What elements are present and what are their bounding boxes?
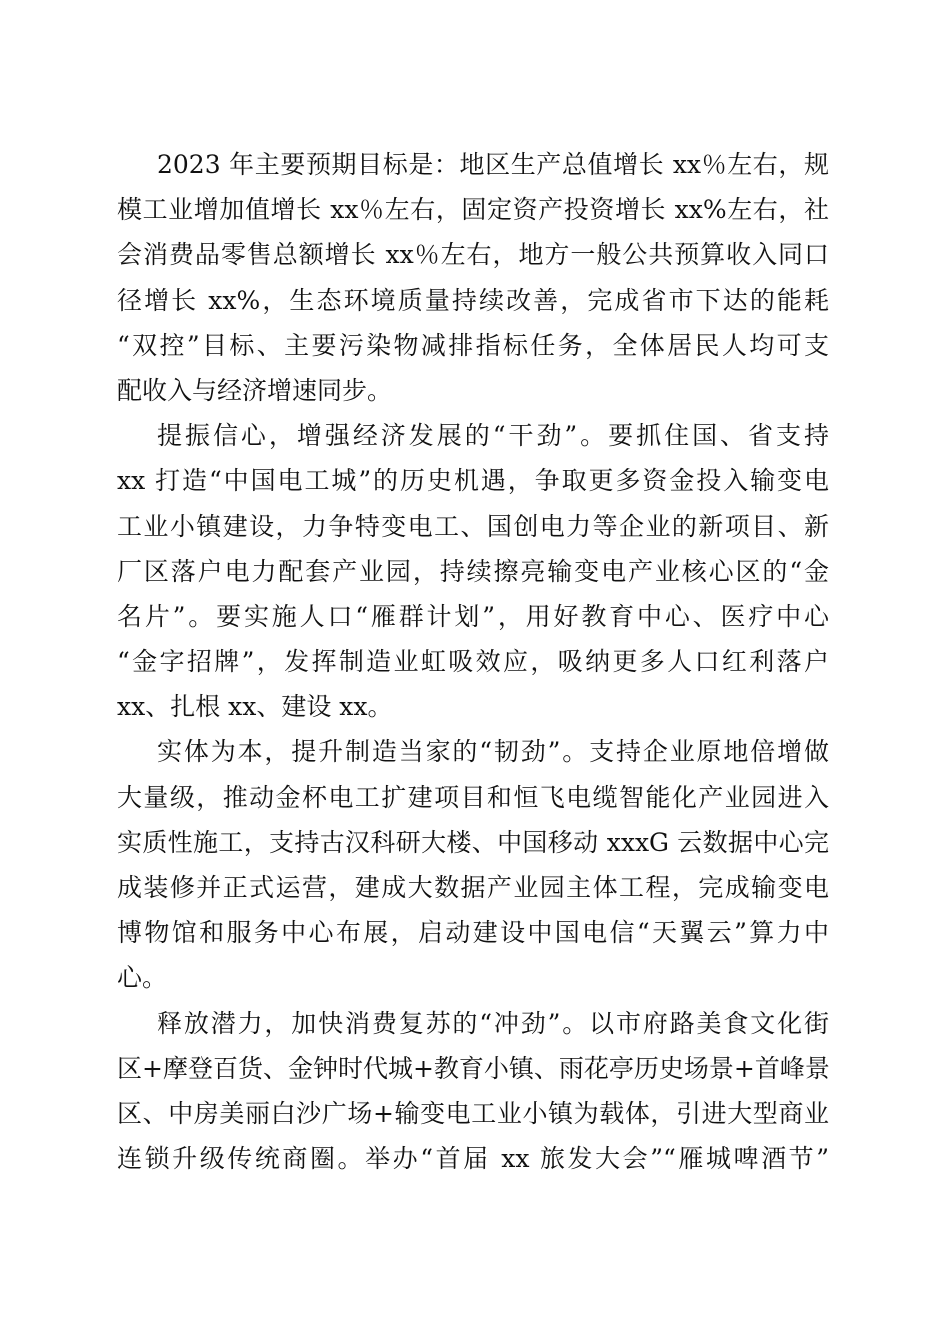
text-line: 工业小镇建设，力争特变电工、国创电力等企业的新项目、新: [117, 511, 829, 541]
text-line: 连锁升级传统商圈。举办“首届 xx 旅发大会”“雁城啤酒节”: [117, 1144, 829, 1174]
text-line: 模工业增加值增长 xx％左右，固定资产投资增长 xx%左右，社: [117, 195, 829, 225]
text-line: 区+摩登百货、金钟时代城+教育小镇、雨花亭历史场景+首峰景: [117, 1053, 830, 1083]
text-line: “金字招牌”，发挥制造业虹吸效应，吸纳更多人口红利落户: [117, 647, 829, 677]
text-line: 成装修并正式运营，建成大数据产业园主体工程，完成输变电: [117, 873, 829, 902]
text-line: 名片”。要实施人口“雁群计划”，用好教育中心、医疗中心: [117, 601, 829, 631]
text-line: 会消费品零售总额增长 xx％左右，地方一般公共预算收入同口: [117, 240, 829, 270]
text-line: 径增长 xx%，生态环境质量持续改善，完成省市下达的能耗: [117, 285, 829, 315]
text-line: 博物馆和服务中心布展，启动建设中国电信“天翼云”算力中: [117, 918, 829, 948]
text-line: xx 打造“中国电工城”的历史机遇，争取更多资金投入输变电: [117, 466, 829, 496]
text-line: 实体为本，提升制造当家的“韧劲”。支持企业原地倍增做: [157, 737, 829, 767]
text-line: 配收入与经济增速同步。: [117, 375, 393, 405]
paragraph-confidence: [117, 413, 829, 729]
paragraph-economic-targets: [117, 142, 829, 413]
text-line: xx、扎根 xx、建设 xx。: [117, 692, 393, 722]
text-line: 心。: [117, 963, 168, 993]
text-line: 提振信心，增强经济发展的“干劲”。要抓住国、省支持: [157, 421, 829, 451]
text-line: 实质性施工，支持古汉科研大楼、中国移动 xxxG 云数据中心完: [117, 827, 829, 857]
text-line: 区、中房美丽白沙广场+输变电工业小镇为载体，引进大型商业: [117, 1098, 829, 1128]
paragraph-consumption: [117, 1001, 829, 1182]
text-line: 2023 年主要预期目标是：地区生产总值增长 xx％左右，规: [157, 150, 829, 179]
text-line: 厂区落户电力配套产业园，持续擦亮输变电产业核心区的“金: [117, 556, 829, 586]
text-line: “双控”目标、主要污染物减排指标任务，全体居民人均可支: [117, 330, 829, 360]
text-line: 大量级，推动金杯电工扩建项目和恒飞电缆智能化产业园进入: [117, 782, 829, 812]
text-line: 释放潜力，加快消费复苏的“冲劲”。以市府路美食文化街: [157, 1008, 829, 1038]
document-body: [117, 142, 829, 1181]
paragraph-manufacturing: [117, 729, 829, 1000]
